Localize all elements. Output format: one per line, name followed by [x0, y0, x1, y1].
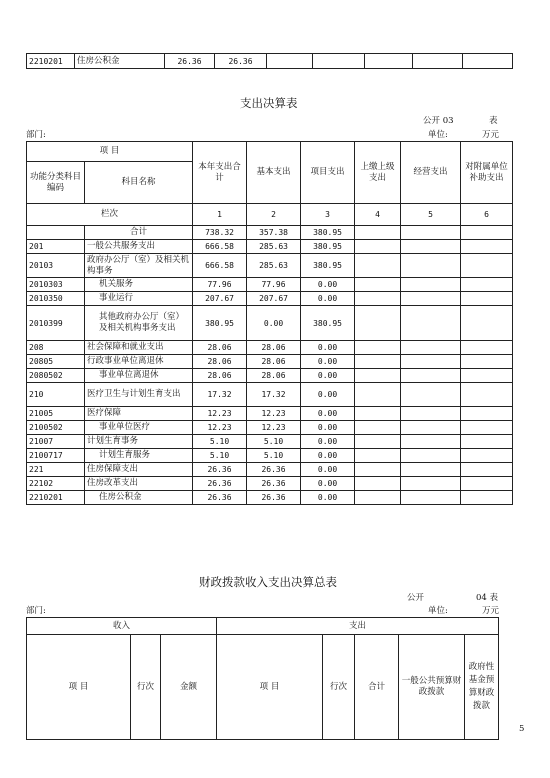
cell-project: 0.00: [301, 355, 355, 369]
cell-total: 26.36: [193, 463, 247, 477]
cell-name: 事业单位医疗: [85, 421, 193, 435]
cell-empty: [355, 477, 401, 491]
cell-name: 行政事业单位离退休: [85, 355, 193, 369]
cell-empty: [355, 383, 401, 407]
cell-name: 住房公积金: [85, 491, 193, 505]
cell-empty: [355, 226, 401, 240]
cell-empty: [401, 254, 461, 278]
cell-project: 0.00: [301, 477, 355, 491]
cell-basic: 17.32: [247, 383, 301, 407]
cell-basic: 28.06: [247, 341, 301, 355]
table-row: [27, 463, 513, 477]
cell-basic: 357.38: [247, 226, 301, 240]
cell-code: 2210201: [27, 491, 85, 505]
table-row: [27, 306, 513, 341]
table-row: [27, 278, 513, 292]
col-number: 6: [461, 204, 513, 226]
cell-empty: [401, 407, 461, 421]
cell-empty: [355, 292, 401, 306]
cell-basic: 12.23: [247, 407, 301, 421]
cell-empty: [461, 240, 513, 254]
cell-empty: [461, 355, 513, 369]
continuation-table: [26, 53, 513, 69]
cell-empty: [355, 278, 401, 292]
cell-name: 计划生育事务: [85, 435, 193, 449]
cell-basic: 285.63: [247, 254, 301, 278]
cell-empty: [355, 341, 401, 355]
table-row: [27, 355, 513, 369]
cell-total: 666.58: [193, 240, 247, 254]
table-row: [27, 449, 513, 463]
cell-total: 17.32: [193, 383, 247, 407]
header-general-budget: 一般公共预算财政拨款: [399, 635, 465, 740]
cell-empty: [401, 341, 461, 355]
cell-empty: [461, 254, 513, 278]
table-row: [27, 435, 513, 449]
table2-unit-value: 万元: [482, 606, 500, 616]
header-business: 经营支出: [401, 142, 461, 204]
cell-code: [27, 226, 85, 240]
header-row-no: 行次: [131, 635, 161, 740]
cell-total: 5.10: [193, 435, 247, 449]
cell-name: 住房改革支出: [85, 477, 193, 491]
cell-code: 20103: [27, 254, 85, 278]
cell-code: 2080502: [27, 369, 85, 383]
cell-name: 住房保障支出: [85, 463, 193, 477]
col-row-label: 栏次: [27, 204, 193, 226]
cell-value: 26.36: [215, 54, 267, 69]
cell-empty: [401, 306, 461, 341]
cell-code: 2100502: [27, 421, 85, 435]
cell-empty: [461, 278, 513, 292]
cell-empty: [355, 240, 401, 254]
cell-total: 28.06: [193, 355, 247, 369]
cell-empty: [401, 477, 461, 491]
cell-empty: [401, 463, 461, 477]
cell-project: 0.00: [301, 383, 355, 407]
table-row: [27, 292, 513, 306]
cell-project: 0.00: [301, 435, 355, 449]
cell-empty: [401, 421, 461, 435]
table-row: [27, 240, 513, 254]
cell-empty: [401, 435, 461, 449]
cell-total: 28.06: [193, 369, 247, 383]
cell-empty: [355, 435, 401, 449]
cell-name: 一般公共服务支出: [85, 240, 193, 254]
cell-name: 医疗保障: [85, 407, 193, 421]
cell-empty: [461, 369, 513, 383]
cell-code: 201: [27, 240, 85, 254]
cell-project: 0.00: [301, 407, 355, 421]
header-income: 收入: [27, 618, 217, 635]
cell-name: 机关服务: [85, 278, 193, 292]
cell-total: 77.96: [193, 278, 247, 292]
cell-total: 28.06: [193, 341, 247, 355]
table1-unit-label: 单位:: [428, 130, 448, 140]
header-subject-name: 科目名称: [85, 162, 193, 204]
table-row: [27, 341, 513, 355]
col-number: 3: [301, 204, 355, 226]
cell-name: 政府办公厅（室）及相关机构事务: [85, 254, 193, 278]
table-row: [27, 369, 513, 383]
cell-name: 事业单位离退休: [85, 369, 193, 383]
table2-title: 财政拨款收入支出决算总表: [199, 575, 337, 589]
header-subsidy: 对附属单位补助支出: [461, 142, 513, 204]
header-total: 合计: [355, 635, 399, 740]
cell-basic: 26.36: [247, 463, 301, 477]
cell-empty: [355, 407, 401, 421]
cell-empty: [355, 491, 401, 505]
cell-project: 380.95: [301, 306, 355, 341]
cell-name: 计划生育服务: [85, 449, 193, 463]
cell-basic: 77.96: [247, 278, 301, 292]
col-number: 4: [355, 204, 401, 226]
cell-total: 26.36: [193, 477, 247, 491]
cell-total: 380.95: [193, 306, 247, 341]
cell-basic: 207.67: [247, 292, 301, 306]
table1-code-label: 公开 03: [423, 116, 454, 126]
table1-code-suffix: 表: [489, 116, 498, 126]
cell-name: 合计: [85, 226, 193, 240]
cell-value: 26.36: [165, 54, 215, 69]
cell-empty: [355, 306, 401, 341]
cell-basic: 26.36: [247, 477, 301, 491]
cell-empty: [461, 477, 513, 491]
cell-code: 208: [27, 341, 85, 355]
cell-project: 0.00: [301, 421, 355, 435]
cell-total: 207.67: [193, 292, 247, 306]
cell-empty: [461, 463, 513, 477]
cell-code: 2100717: [27, 449, 85, 463]
table1-dept-label: 部门:: [26, 130, 46, 140]
cell-code: 2010350: [27, 292, 85, 306]
fiscal-summary-table: [26, 617, 499, 740]
cell-empty: [461, 306, 513, 341]
header-gov-fund: 政府性基金预算财政拨款: [465, 635, 499, 740]
cell-total: 12.23: [193, 407, 247, 421]
cell-code: 21007: [27, 435, 85, 449]
cell-empty: [401, 383, 461, 407]
col-number: 5: [401, 204, 461, 226]
col-number: 2: [247, 204, 301, 226]
cell-empty: [461, 292, 513, 306]
table-row: [27, 421, 513, 435]
table-row: [27, 226, 513, 240]
expenditure-table: [26, 141, 513, 505]
cell-empty: [355, 463, 401, 477]
cell-empty: [463, 54, 513, 69]
cell-project: 0.00: [301, 278, 355, 292]
header-expense: 支出: [217, 618, 499, 635]
cell-empty: [401, 449, 461, 463]
cell-code: 210: [27, 383, 85, 407]
cell-basic: 285.63: [247, 240, 301, 254]
header-item: 项 目: [27, 635, 131, 740]
header-func-code: 功能分类科目编码: [27, 162, 85, 204]
cell-empty: [461, 341, 513, 355]
cell-code: 2010399: [27, 306, 85, 341]
cell-code: 2010303: [27, 278, 85, 292]
cell-name: 医疗卫生与计划生育支出: [85, 383, 193, 407]
table1-title: 支出决算表: [240, 96, 298, 110]
cell-empty: [401, 278, 461, 292]
header-remit: 上缴上级支出: [355, 142, 401, 204]
table2-dept-label: 部门:: [26, 606, 46, 616]
cell-empty: [401, 355, 461, 369]
cell-project: 0.00: [301, 292, 355, 306]
cell-project: 0.00: [301, 341, 355, 355]
cell-name: 其他政府办公厅（室）及相关机构事务支出: [85, 306, 193, 341]
cell-empty: [401, 292, 461, 306]
header-item: 项 目: [27, 142, 193, 162]
cell-basic: 28.06: [247, 355, 301, 369]
cell-total: 26.36: [193, 491, 247, 505]
table-row: [27, 254, 513, 278]
cell-empty: [461, 449, 513, 463]
header-project: 项目支出: [301, 142, 355, 204]
cell-empty: [313, 54, 365, 69]
table-row: [27, 407, 513, 421]
table2-code-value: 04 表: [476, 593, 499, 603]
cell-basic: 26.36: [247, 491, 301, 505]
cell-empty: [461, 435, 513, 449]
cell-name: 事业运行: [85, 292, 193, 306]
table2-code-label: 公开: [407, 593, 425, 603]
cell-empty: [401, 491, 461, 505]
cell-code: 221: [27, 463, 85, 477]
cell-basic: 5.10: [247, 449, 301, 463]
cell-empty: [355, 254, 401, 278]
cell-code: 22102: [27, 477, 85, 491]
cell-name: 住房公积金: [75, 54, 165, 69]
cell-total: 5.10: [193, 449, 247, 463]
table2-unit-label: 单位:: [428, 606, 448, 616]
cell-basic: 5.10: [247, 435, 301, 449]
header-total: 本年支出合计: [193, 142, 247, 204]
cell-total: 738.32: [193, 226, 247, 240]
cell-empty: [355, 369, 401, 383]
table1-unit-value: 万元: [482, 130, 500, 140]
cell-empty: [461, 407, 513, 421]
header-amount: 金额: [161, 635, 217, 740]
cell-code: 21005: [27, 407, 85, 421]
cell-project: 380.95: [301, 226, 355, 240]
table-row: [27, 477, 513, 491]
cell-code: 20805: [27, 355, 85, 369]
table-row: [27, 491, 513, 505]
cell-empty: [461, 491, 513, 505]
cell-empty: [401, 240, 461, 254]
cell-empty: [355, 421, 401, 435]
cell-total: 12.23: [193, 421, 247, 435]
cell-empty: [355, 449, 401, 463]
cell-empty: [365, 54, 413, 69]
cell-project: 0.00: [301, 491, 355, 505]
cell-empty: [461, 421, 513, 435]
header-row-no-expense: 行次: [323, 635, 355, 740]
cell-empty: [461, 383, 513, 407]
cell-code: 2210201: [27, 54, 75, 69]
cell-basic: 0.00: [247, 306, 301, 341]
header-basic: 基本支出: [247, 142, 301, 204]
cell-empty: [461, 226, 513, 240]
cell-basic: 12.23: [247, 421, 301, 435]
cell-project: 0.00: [301, 369, 355, 383]
table-row: [27, 383, 513, 407]
cell-empty: [267, 54, 313, 69]
cell-project: 380.95: [301, 254, 355, 278]
cell-project: 380.95: [301, 240, 355, 254]
cell-project: 0.00: [301, 449, 355, 463]
cell-basic: 28.06: [247, 369, 301, 383]
cell-empty: [413, 54, 463, 69]
cell-name: 社会保障和就业支出: [85, 341, 193, 355]
cell-project: 0.00: [301, 463, 355, 477]
header-item-expense: 项 目: [217, 635, 323, 740]
page-number: 5: [519, 724, 525, 734]
cell-empty: [401, 369, 461, 383]
cell-empty: [355, 355, 401, 369]
cell-total: 666.58: [193, 254, 247, 278]
cell-empty: [401, 226, 461, 240]
col-number: 1: [193, 204, 247, 226]
